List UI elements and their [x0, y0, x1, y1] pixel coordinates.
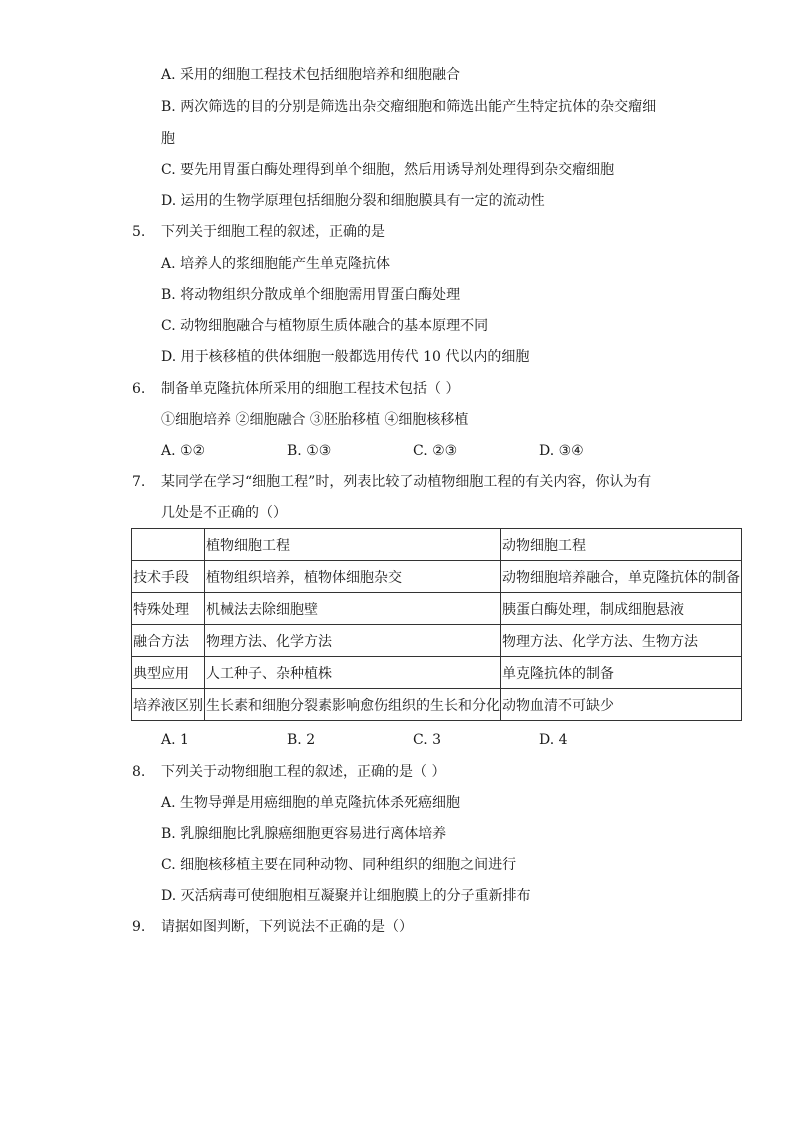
table-cell: 动物细胞培养融合，单克隆抗体的制备	[501, 561, 742, 593]
q7-number: 7.	[132, 474, 146, 490]
q5-option-a: A. 培养人的浆细胞能产生单克隆抗体	[161, 256, 391, 272]
q5-option-c: C. 动物细胞融合与植物原生质体融合的基本原理不同	[161, 318, 489, 334]
table-cell: 植物组织培养，植物体细胞杂交	[205, 561, 501, 593]
table-row	[132, 689, 742, 721]
table-cell: 单克隆抗体的制备	[501, 657, 742, 689]
q4-option-d: D. 运用的生物学原理包括细胞分裂和细胞膜具有一定的流动性	[161, 193, 545, 209]
q7-option-a: A. 1	[161, 732, 189, 748]
q7-stem-line1: 某同学在学习“细胞工程”时，列表比较了动植物细胞工程的有关内容，你认为有	[161, 474, 652, 490]
table-row	[132, 625, 742, 657]
table-cell: 物理方法、化学方法	[205, 625, 501, 657]
q5-number: 5.	[132, 224, 146, 240]
q8-number: 8.	[132, 764, 146, 780]
q8-option-d: D. 灭活病毒可使细胞相互凝聚并让细胞膜上的分子重新排布	[161, 888, 531, 904]
q8-option-c: C. 细胞核移植主要在同种动物、同种组织的细胞之间进行	[161, 857, 517, 873]
q4-option-b: B. 两次筛选的目的分别是筛选出杂交瘤细胞和筛选出能产生特定抗体的杂交瘤细	[161, 99, 657, 115]
table-cell: 物理方法、化学方法、生物方法	[501, 625, 742, 657]
table-cell: 胰蛋白酶处理，制成细胞悬液	[501, 593, 742, 625]
table-row	[132, 593, 742, 625]
q6-option-b: B. ①③	[287, 443, 332, 459]
table-row	[132, 561, 742, 593]
q7-stem-line2: 几处是不正确的（）	[161, 505, 287, 521]
table-cell: 生长素和细胞分裂素影响愈伤组织的生长和分化	[205, 689, 501, 721]
table-header-cell	[132, 529, 205, 561]
table-cell: 动物血清不可缺少	[501, 689, 742, 721]
q7-option-b: B. 2	[287, 732, 316, 748]
q6-stem: 制备单克隆抗体所采用的细胞工程技术包括（ ）	[161, 381, 460, 397]
q7-option-c: C. 3	[413, 732, 442, 748]
table-cell: 融合方法	[132, 625, 205, 657]
q9-stem: 请据如图判断，下列说法不正确的是（）	[161, 919, 413, 935]
q6-option-c: C. ②③	[413, 443, 458, 459]
table-cell: 培养液区别	[132, 689, 205, 721]
q6-option-a: A. ①②	[161, 443, 206, 459]
table-cell: 机械法去除细胞壁	[205, 593, 501, 625]
table-header-row	[132, 529, 742, 561]
q8-option-a: A. 生物导弹是用癌细胞的单克隆抗体杀死癌细胞	[161, 795, 461, 811]
q4-option-b-cont: 胞	[161, 131, 175, 147]
q8-stem: 下列关于动物细胞工程的叙述，正确的是（ ）	[161, 764, 446, 780]
table-header-cell: 植物细胞工程	[205, 529, 501, 561]
table-cell: 典型应用	[132, 657, 205, 689]
q5-stem: 下列关于细胞工程的叙述，正确的是	[161, 224, 385, 240]
q9-number: 9.	[132, 919, 146, 935]
q5-option-b: B. 将动物组织分散成单个细胞需用胃蛋白酶处理	[161, 287, 461, 303]
q7-option-d: D. 4	[539, 732, 568, 748]
q5-option-d: D. 用于核移植的供体细胞一般都选用传代 10 代以内的细胞	[161, 349, 530, 365]
q6-option-d: D. ③④	[539, 443, 584, 459]
q6-items: ①细胞培养 ②细胞融合 ③胚胎移植 ④细胞核移植	[161, 412, 469, 428]
comparison-table	[131, 528, 742, 721]
table-header-cell: 动物细胞工程	[501, 529, 742, 561]
table-cell: 技术手段	[132, 561, 205, 593]
table-cell: 人工种子、杂种植株	[205, 657, 501, 689]
table-row	[132, 657, 742, 689]
q6-number: 6.	[132, 381, 146, 397]
q4-option-a: A. 采用的细胞工程技术包括细胞培养和细胞融合	[161, 67, 461, 83]
q4-option-c: C. 要先用胃蛋白酶处理得到单个细胞，然后用诱导剂处理得到杂交瘤细胞	[161, 162, 615, 178]
q8-option-b: B. 乳腺细胞比乳腺癌细胞更容易进行离体培养	[161, 826, 447, 842]
table-cell: 特殊处理	[132, 593, 205, 625]
